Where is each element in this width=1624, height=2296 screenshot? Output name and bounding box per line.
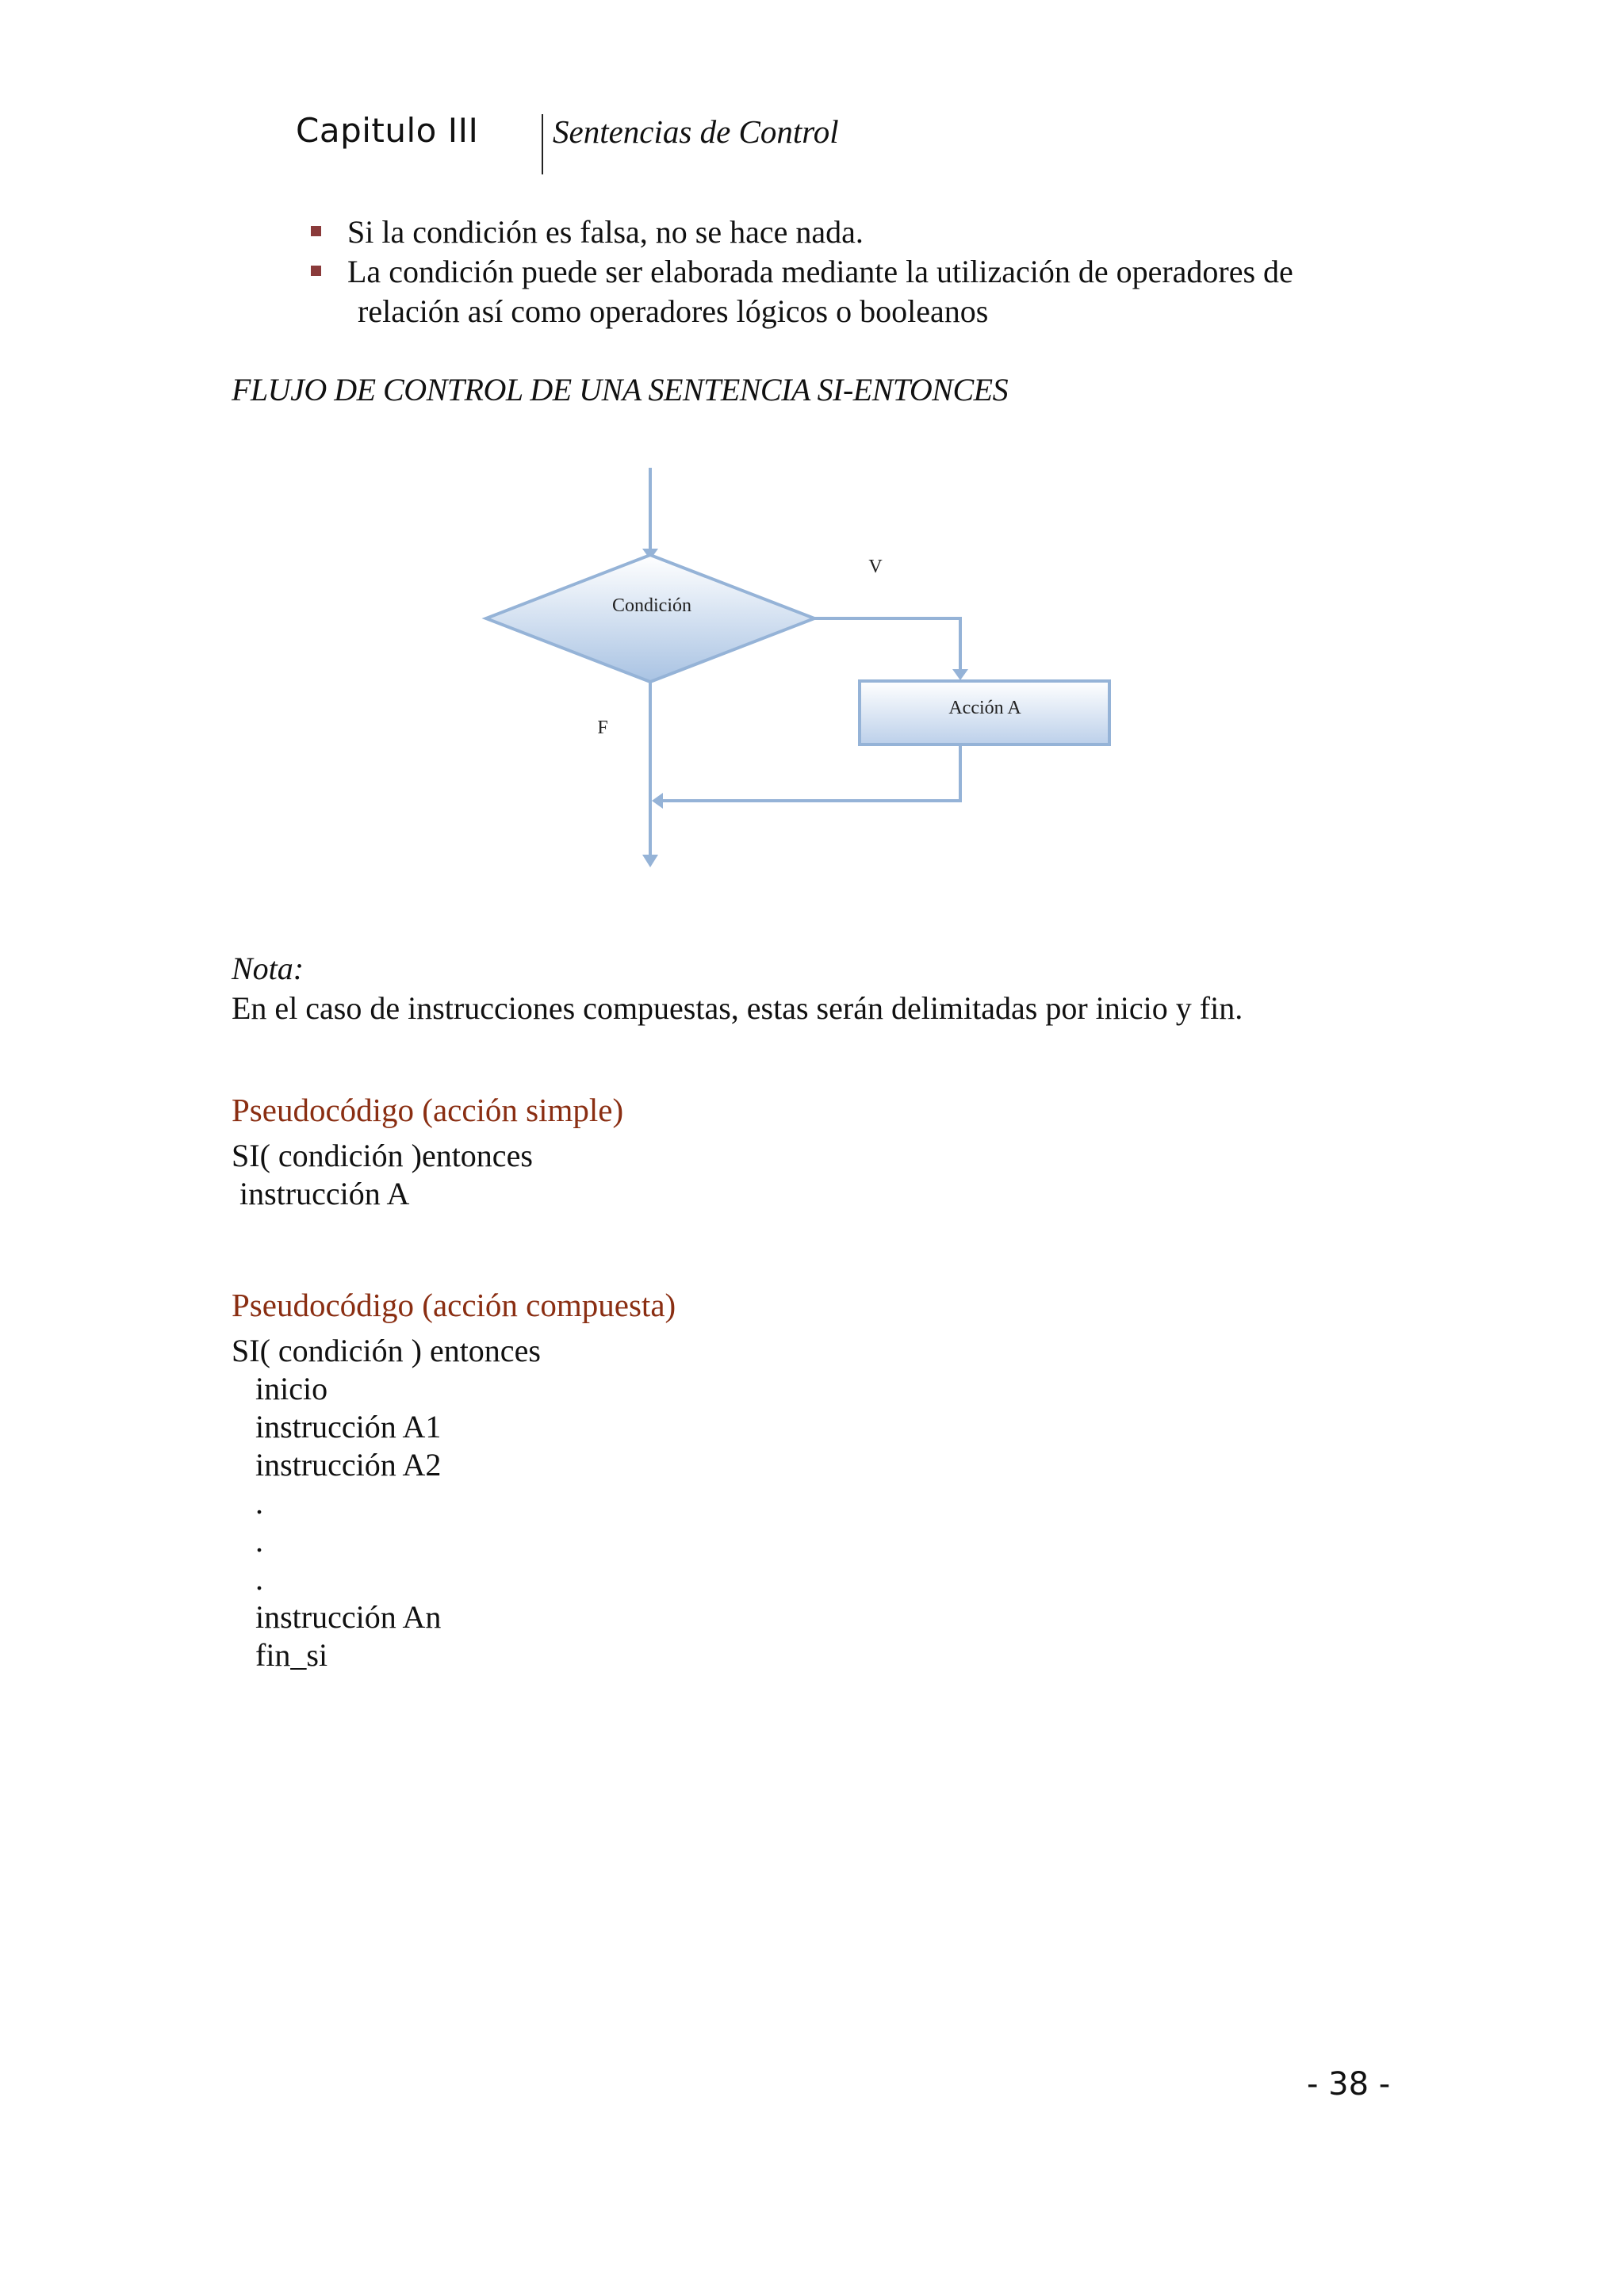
chapter-title: Capitulo III xyxy=(296,111,479,150)
bullet-text: Si la condición es falsa, no se hace nada. xyxy=(347,214,864,250)
code-line: SI( condición ) entonces xyxy=(232,1333,541,1368)
code-line: . xyxy=(232,1485,263,1521)
code-line: instrucción A2 xyxy=(232,1447,442,1483)
code-line: SI( condición )entonces xyxy=(232,1138,533,1173)
bullet-item xyxy=(308,212,1418,252)
action-label: Acción A xyxy=(948,698,1021,718)
square-bullet-icon xyxy=(311,266,321,276)
code-line: . xyxy=(232,1523,263,1559)
section-title: Sentencias de Control xyxy=(553,113,839,150)
bullet-text: La condición puede ser elaborada mediante la utilización de operadores de xyxy=(347,254,1293,289)
code-line: instrucción A1 xyxy=(232,1409,442,1445)
nota-text: En el caso de instrucciones compuestas, estas serán delimitadas por inicio y fin. xyxy=(232,990,1243,1026)
false-label: F xyxy=(597,718,608,738)
code-line: instrucción A xyxy=(232,1176,410,1211)
code-line: . xyxy=(232,1561,263,1597)
decision-label: Condición xyxy=(612,595,691,616)
pseudo-simple-code xyxy=(232,1137,533,1213)
bullet-text-continuation: relación así como operadores lógicos o booleanos xyxy=(358,293,989,329)
header-divider xyxy=(542,114,543,174)
true-branch-arrowhead-icon xyxy=(952,669,968,680)
pseudo-compound-heading: Pseudocódigo (acción compuesta) xyxy=(232,1287,676,1323)
bullet-list xyxy=(308,212,1418,331)
exit-arrowhead-icon xyxy=(642,855,658,867)
code-line: instrucción An xyxy=(232,1599,442,1635)
bullet-item xyxy=(308,252,1418,331)
merge-arrowhead-icon xyxy=(652,793,663,809)
pseudo-compound-code xyxy=(232,1332,541,1674)
pseudo-simple-heading: Pseudocódigo (acción simple) xyxy=(232,1092,624,1128)
decision-diamond xyxy=(486,555,814,682)
page-number: - 38 - xyxy=(1307,2066,1391,2103)
code-line: fin_si xyxy=(232,1637,328,1673)
flow-heading: FLUJO DE CONTROL DE UNA SENTENCIA SI-ENTONCES xyxy=(232,372,1009,408)
flowchart-diagram xyxy=(476,460,1126,880)
merge-line xyxy=(663,744,960,801)
code-line: inicio xyxy=(232,1371,328,1406)
square-bullet-icon xyxy=(311,226,321,236)
nota-label: Nota: xyxy=(232,951,304,986)
true-label: V xyxy=(868,557,883,577)
true-branch-arrow xyxy=(814,618,960,669)
